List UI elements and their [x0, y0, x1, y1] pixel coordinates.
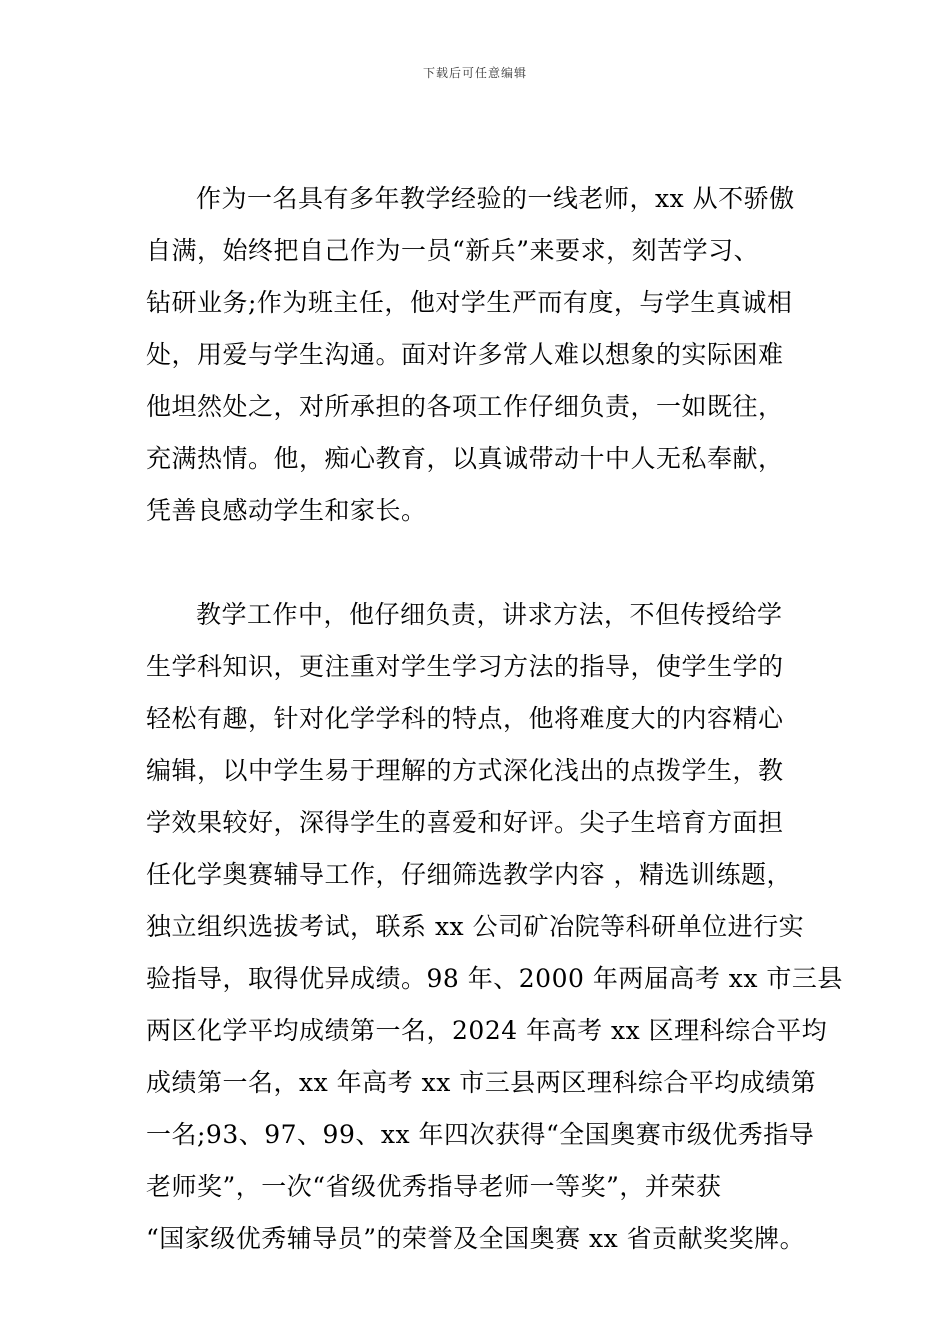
paragraph-line: 学效果较好，深得学生的喜爱和好评。尖子生培育方面担	[146, 808, 784, 837]
paragraph-line: 凭善良感动学生和家长。	[146, 496, 427, 525]
paragraph-line: 成绩第一名，xx 年高考 xx 市三县两区理科综合平均成绩第	[146, 1068, 817, 1097]
paragraph-2	[146, 589, 843, 1265]
page-header: 下载后可任意编辑	[422, 66, 527, 80]
paragraph-line: 编辑，以中学生易于理解的方式深化浅出的点拨学生，教	[146, 756, 784, 785]
paragraph-line: 一名;93、97、99、xx 年四次获得“全国奥赛市级优秀指导	[146, 1120, 815, 1149]
paragraph-line: 作为一名具有多年教学经验的一线老师，xx 从不骄傲	[196, 184, 795, 213]
paragraph-line: 两区化学平均成绩第一名，2024 年高考 xx 区理科综合平均	[146, 1016, 828, 1045]
paragraph-line: 他坦然处之，对所承担的各项工作仔细负责，一如既往，	[146, 392, 784, 421]
paragraph-line: 老师奖”，一次“省级优秀指导老师一等奖”，并荣获	[146, 1172, 722, 1201]
paragraph-line: 充满热情。他，痴心教育，以真诚带动十中人无私奉献，	[146, 444, 784, 473]
paragraph-line: 生学科知识，更注重对学生学习方法的指导，使学生学的	[146, 652, 784, 681]
paragraph-line: 验指导，取得优异成绩。98 年、2000 年两届高考 xx 市三县	[146, 964, 843, 993]
paragraph-line: 钻研业务;作为班主任，他对学生严而有度，与学生真诚相	[146, 288, 793, 317]
paragraph-line: 独立组织选拔考试，联系 xx 公司矿冶院等科研单位进行实	[146, 912, 805, 941]
paragraph-line: “国家级优秀辅导员”的荣誉及全国奥赛 xx 省贡献奖奖牌。	[146, 1224, 806, 1253]
paragraph-line: 自满，始终把自己作为一员“新兵”来要求，刻苦学习、	[146, 236, 760, 265]
paragraph-line: 教学工作中，他仔细负责，讲求方法，不但传授给学	[196, 600, 783, 629]
paragraph-spacer	[146, 537, 826, 589]
paragraph-line: 轻松有趣，针对化学学科的特点，他将难度大的内容精心	[146, 704, 784, 733]
paragraph-1	[146, 173, 826, 537]
paragraph-line: 任化学奥赛辅导工作，仔细筛选教学内容 ，精选训练题，	[146, 860, 792, 889]
document-body	[146, 173, 843, 1265]
paragraph-line: 处，用爱与学生沟通。面对许多常人难以想象的实际困难	[146, 340, 784, 369]
